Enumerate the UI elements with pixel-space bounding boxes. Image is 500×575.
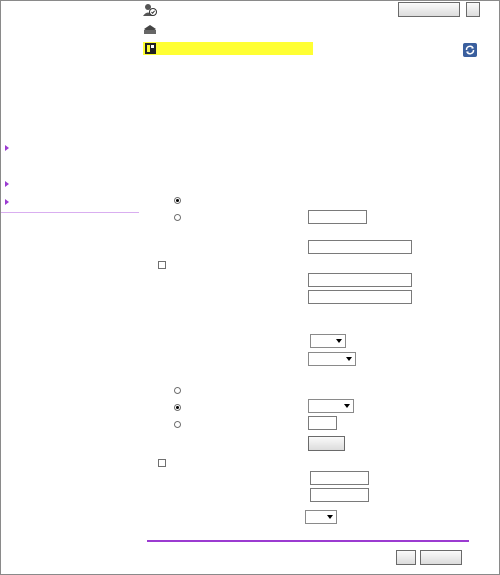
specify-days-radio[interactable] [174,404,181,411]
sidebar-item-open-user-box[interactable] [1,140,139,156]
tab-box[interactable] [367,65,438,104]
to-main-menu-button[interactable] [389,107,461,133]
type-select[interactable] [308,352,356,366]
mode-bar [143,42,313,55]
box-name-input[interactable] [308,240,412,254]
chevron-down-icon [346,357,352,361]
retype-comm-password-input[interactable] [310,488,369,502]
use-opening-number-radio[interactable] [174,197,181,204]
arrow-right-icon [5,145,9,151]
tab-network[interactable] [296,65,367,104]
logout-button[interactable] [398,2,460,17]
tab-fax-settings[interactable] [176,107,247,133]
password-input[interactable] [308,273,412,287]
tab-user-auth-account-track[interactable] [225,65,296,104]
arrow-right-icon [5,199,9,205]
assign-password-checkbox[interactable] [158,261,166,269]
auto-save-select[interactable] [305,510,337,524]
comm-password-input[interactable] [310,471,369,485]
chevron-down-icon [327,515,333,519]
confidential-rx-checkbox[interactable] [158,459,166,467]
administrator-icon [143,3,157,17]
box-number-input[interactable] [308,210,367,224]
tab-wizard[interactable] [247,107,318,133]
tab-security[interactable] [154,65,225,104]
admin-mode-icon [145,43,156,54]
sidebar-divider [1,212,139,213]
help-button[interactable] [466,2,480,17]
do-not-delete-radio[interactable] [174,387,181,394]
sidebar-item-create-system-user-box[interactable] [1,194,139,210]
tab-store-address[interactable] [104,107,176,133]
index-select[interactable] [310,334,346,348]
scanner-icon [143,24,157,35]
tab-print-setting[interactable] [33,107,104,133]
form-divider [147,540,469,542]
tab-system-settings[interactable] [82,65,154,104]
tab-customize[interactable] [318,107,389,133]
chevron-down-icon [344,404,350,408]
arrow-right-icon [5,181,9,187]
specify-time-radio[interactable] [174,421,181,428]
time-input[interactable] [308,416,337,430]
ok-button[interactable] [396,550,416,565]
chevron-down-icon [336,339,342,343]
hidden-button[interactable] [308,436,345,451]
cancel-button[interactable] [420,550,462,565]
input-directly-radio[interactable] [174,214,181,221]
main-menu-icon [392,115,404,125]
days-select[interactable] [308,399,354,413]
refresh-icon[interactable] [463,43,477,57]
sidebar-item-open-system-user-box[interactable] [1,176,139,192]
retype-password-input[interactable] [308,290,412,304]
tab-maintenance[interactable] [12,65,82,104]
arrow-right-icon [5,163,9,169]
sidebar-item-create-user-box[interactable] [1,158,139,174]
